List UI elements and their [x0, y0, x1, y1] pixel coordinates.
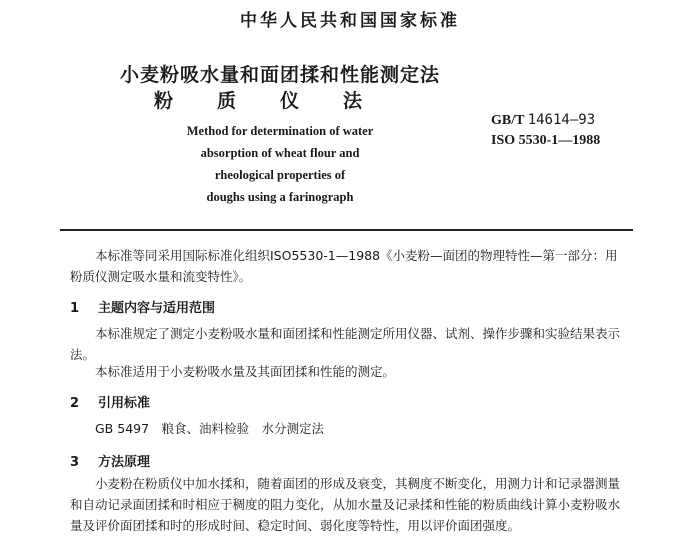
section-number: 1: [70, 301, 80, 316]
subtitle-chinese: 粉质仪法: [153, 90, 406, 112]
section-3-paragraph-1: 小麦粉在粉质仪中加水揉和，随着面团的形成及衰变，其稠度不断变化，用测力计和记录器测量和自动记录面团揉和时相应于稠度的阻力变化，从加水量及记录揉和性能的粉质曲线计算小麦粉吸水量及评价面团揉和时的形成时间、稳定时间、弱化度等特性，用以评价面团强度。: [70, 476, 621, 533]
section-1-paragraph-1: 本标准规定了测定小麦粉吸水量和面团揉和性能测定所用仪器、试剂、操作步骤和实验结果表示法。: [70, 326, 621, 362]
header-divider: [60, 229, 633, 231]
section-number: 2: [70, 396, 80, 411]
section-heading-2: [70, 392, 150, 411]
section-1-paragraph-2: 本标准适用于小麦粉吸水量及其面团揉和性能的测定。: [95, 364, 396, 379]
section-number: 3: [70, 455, 80, 470]
title-english-line: Method for determination of water: [186, 124, 374, 138]
section-heading-1: [70, 297, 215, 316]
standard-numbers: [491, 110, 600, 151]
title-chinese: 小麦粉吸水量和面团揉和性能测定法: [119, 64, 440, 86]
section-title: 引用标准: [98, 396, 151, 411]
section-title: 方法原理: [98, 455, 151, 470]
section-heading-3: [70, 451, 150, 470]
title-english-line: doughs using a farinograph: [206, 190, 354, 204]
gb-code: 14614—93: [527, 112, 596, 128]
section-title: 主题内容与适用范围: [98, 301, 216, 316]
iso-number: ISO 5530-1—1988: [491, 133, 601, 148]
title-english-line: absorption of wheat flour and: [200, 146, 360, 160]
gb-prefix: GB/T: [491, 113, 525, 128]
section-2-paragraph-1: GB 5497 粮食、油料检验 水分测定法: [95, 421, 325, 436]
title-english: [160, 120, 400, 208]
standard-org-header: 中华人民共和国国家标准: [240, 11, 460, 31]
gb-number: [491, 110, 600, 131]
title-english-line: rheological properties of: [214, 168, 346, 182]
intro-paragraph: 本标准等同采用国际标准化组织ISO5530-1—1988《小麦粉—面团的物理特性—第一部分：用粉质仪测定吸水量和流变特性》。: [70, 248, 618, 284]
